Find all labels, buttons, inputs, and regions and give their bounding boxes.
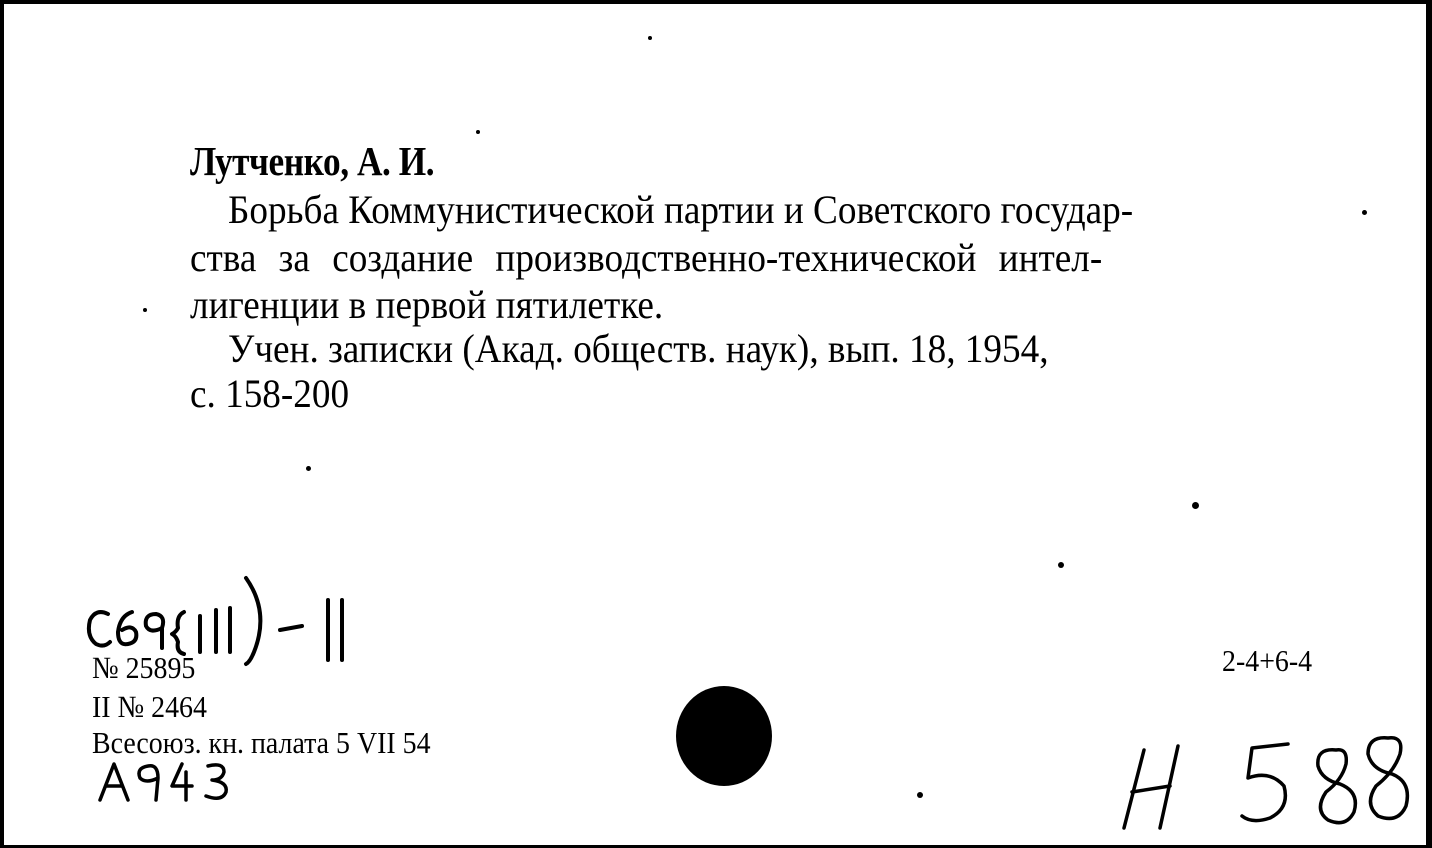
source-line-1: Учен. записки (Акад. обществ. наук), вып. 18, 1954, <box>228 326 1049 371</box>
classification-code: 2-4+6-4 <box>1222 643 1313 678</box>
handwritten-shelf-mark <box>80 572 410 662</box>
title-line-1: Борьба Коммунистической партии и Советского государ- <box>228 187 1134 232</box>
scan-speck <box>306 466 311 471</box>
accession-second-number: II № 2464 <box>92 689 207 724</box>
card-edge-top <box>0 0 1432 4</box>
title-line-3: лигенции в первой пятилетке. <box>190 282 664 327</box>
book-chamber-stamp: Всесоюз. кн. палата 5 VII 54 <box>92 725 431 760</box>
accession-number: № 25895 <box>92 650 196 685</box>
scan-speck <box>1192 502 1199 509</box>
punch-hole <box>676 686 772 786</box>
scan-speck <box>1058 562 1064 568</box>
scan-speck <box>917 792 923 798</box>
scan-speck <box>648 36 652 40</box>
scan-speck <box>143 308 147 312</box>
scan-speck <box>476 130 480 134</box>
author-name: Лутченко, А. И. <box>190 138 435 184</box>
card-edge-left <box>0 0 4 848</box>
source-line-2: с. 158-200 <box>190 371 350 416</box>
handwritten-call-number <box>1110 720 1420 840</box>
scan-speck <box>1362 210 1367 215</box>
handwritten-inventory-number <box>92 756 252 816</box>
title-line-2: ства за создание производственно-технической интел- <box>190 235 1103 280</box>
card-edge-right <box>1426 0 1432 848</box>
